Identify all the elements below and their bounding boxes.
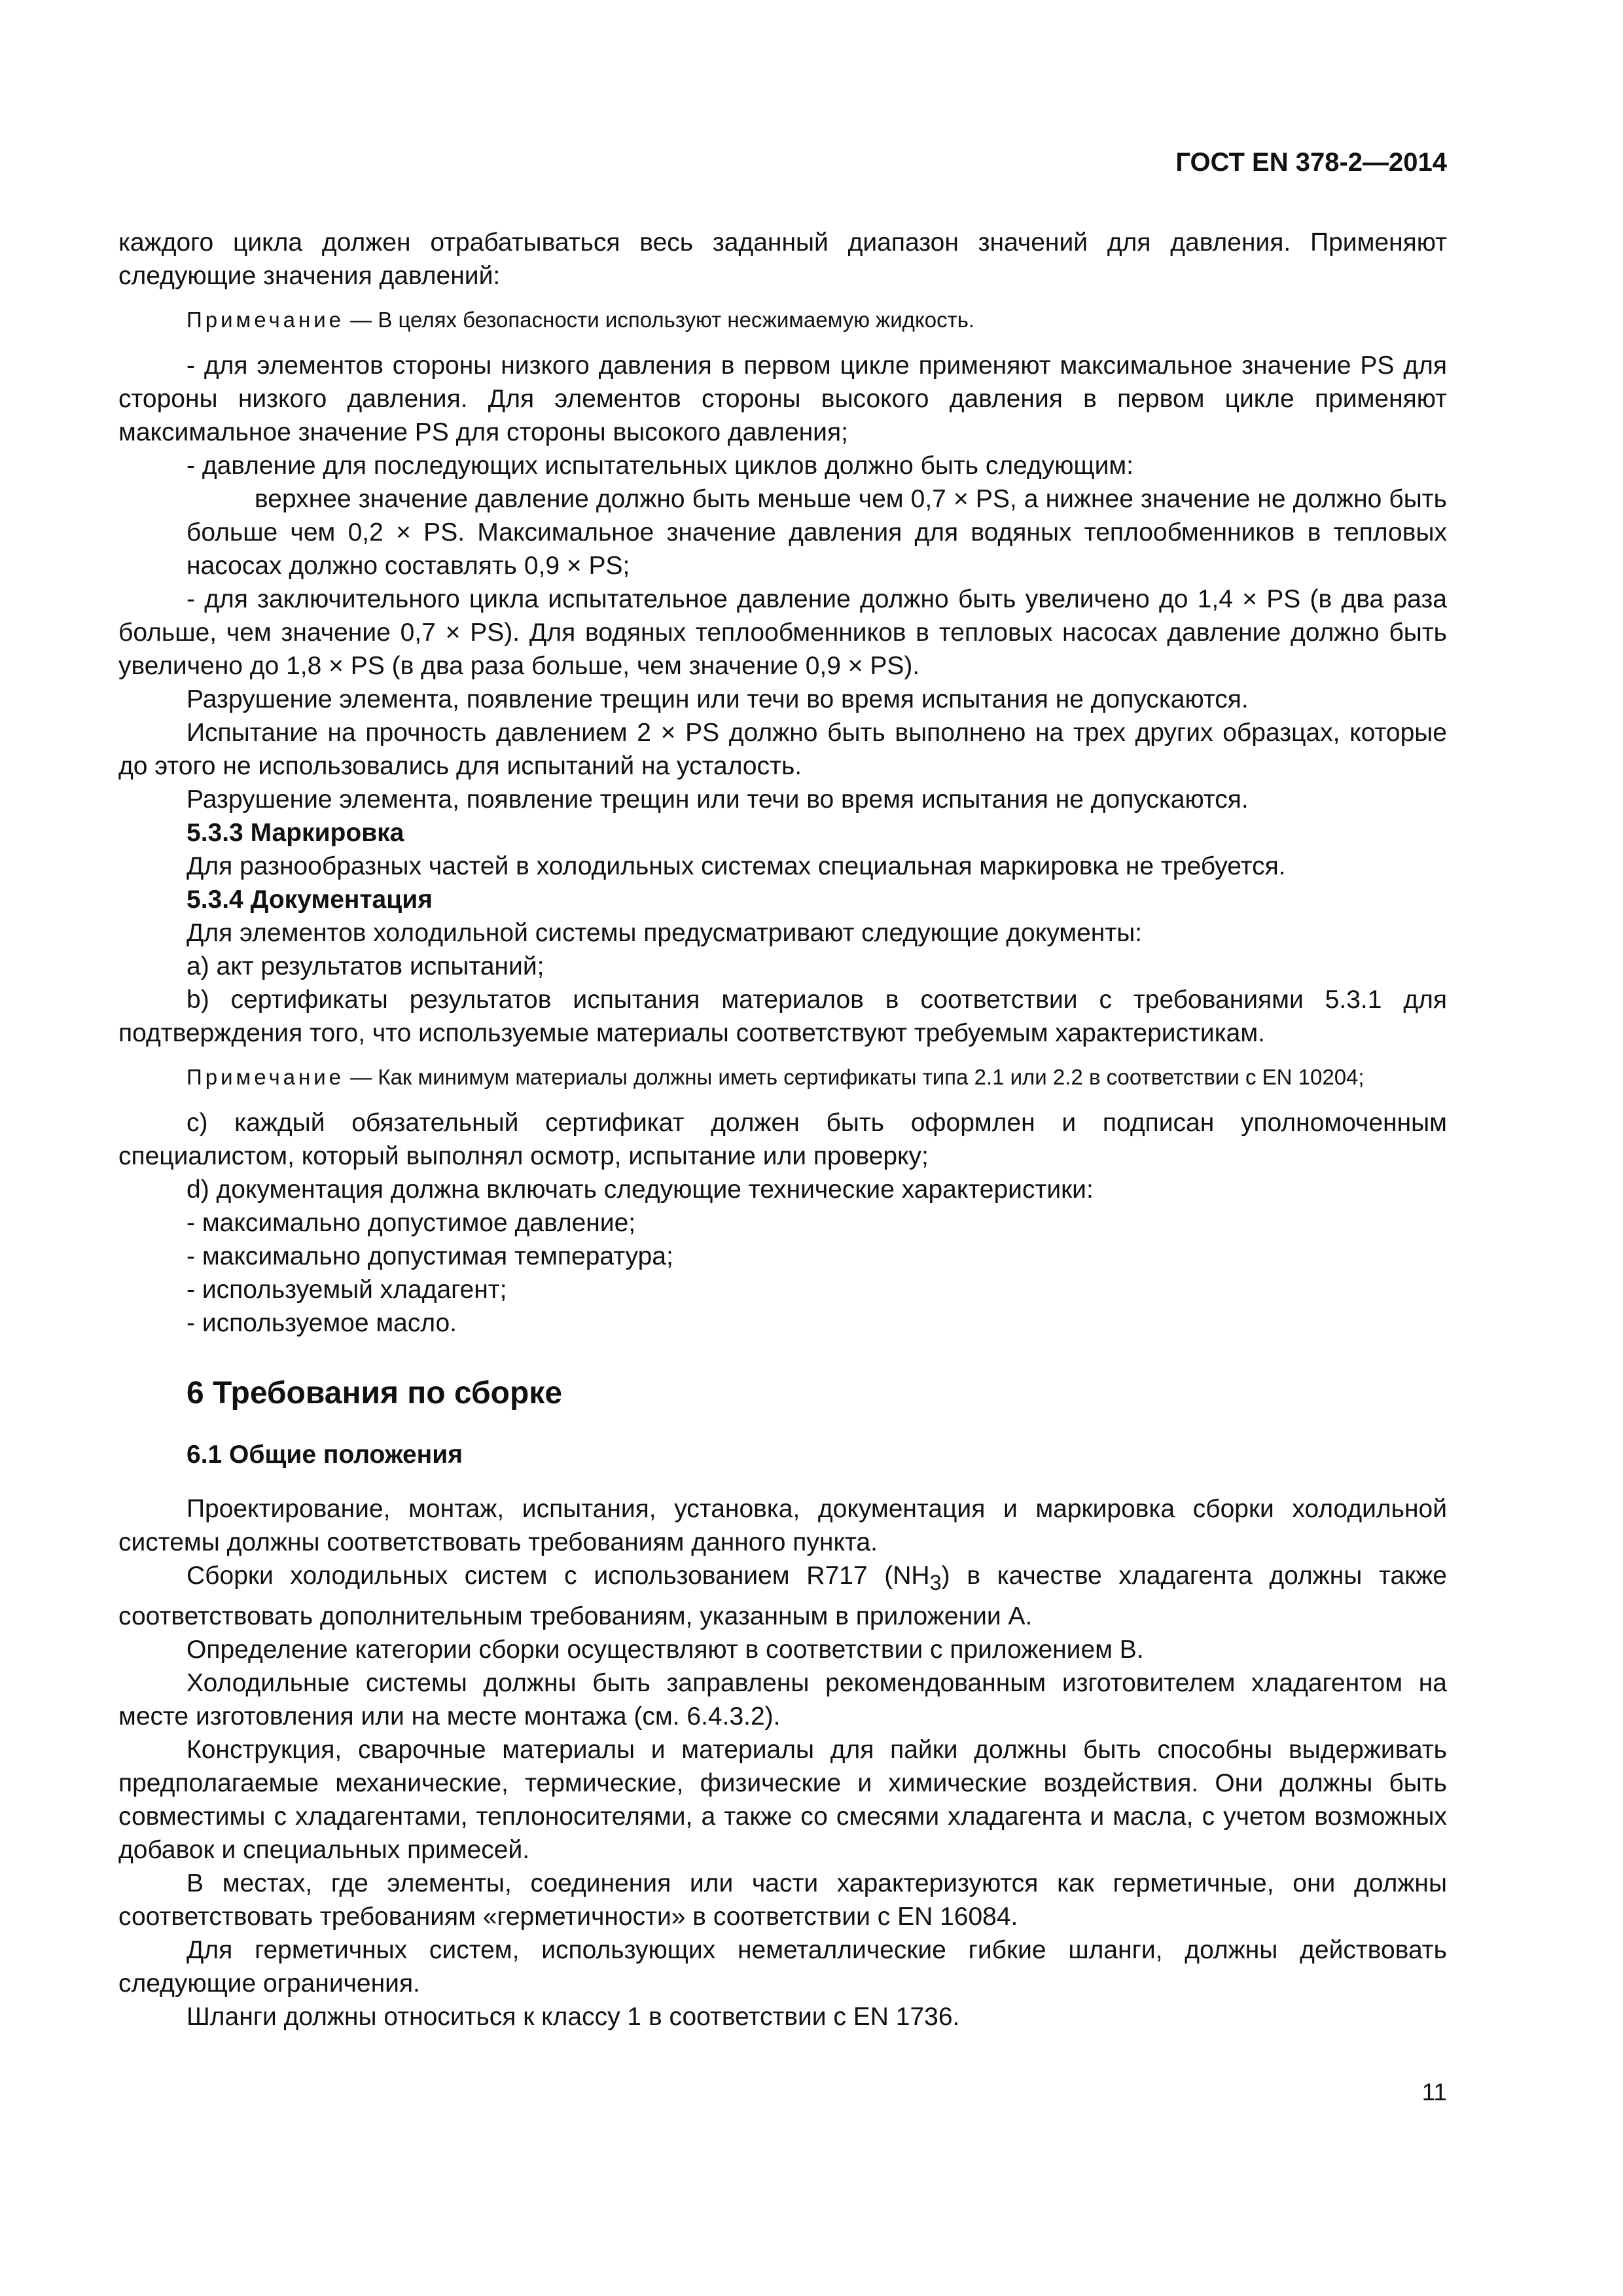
- section-heading-6-1: 6.1 Общие положения: [187, 1441, 463, 1469]
- document-code-header: ГОСТ EN 378-2—2014: [1175, 148, 1447, 177]
- paragraph: Проектирование, монтаж, испытания, установка, документация и маркировка сборки холодильной системы должны соответствовать требованиям данного пункта.: [118, 1495, 1447, 1556]
- list-item: - для элементов стороны низкого давления в первом цикле применяют максимальное значение PS для стороны низкого давления. Для элементов стороны высокого давления в первом цикле применяют максимальное значение PS для стороны высокого давления;: [118, 351, 1447, 446]
- paragraph: Испытание на прочность давлением 2 × PS должно быть выполнено на трех других образцах, которые до этого не использовались для испытаний на усталость.: [118, 719, 1447, 780]
- list-item: - максимально допустимая температура;: [187, 1242, 673, 1270]
- document-page: [118, 0, 1447, 2296]
- list-item: a) акт результатов испытаний;: [187, 952, 544, 980]
- paragraph: Определение категории сборки осуществляют в соответствии с приложением В.: [187, 1635, 1144, 1664]
- page-number: 11: [1421, 2079, 1447, 2106]
- paragraph: Холодильные системы должны быть заправлены рекомендованным изготовителем хладагентом на месте изготовления или на месте монтажа (см. 6.4.3.2).: [118, 1668, 1447, 1731]
- note-text: — Как минимум материалы должны иметь сертификаты типа 2.1 или 2.2 в соответствии с EN 10204;: [344, 1065, 1364, 1089]
- paragraph: [118, 1559, 1447, 1633]
- list-item: c) каждый обязательный сертификат должен быть оформлен и подписан уполномоченным специалистом, который выполнял осмотр, испытание или проверку;: [118, 1109, 1447, 1170]
- text-part: ) в качестве хладагента должны также соответствовать дополнительным требованиям, указанным в приложении А.: [118, 1562, 1447, 1630]
- list-item: d) документация должна включать следующие технические характеристики:: [187, 1175, 1094, 1204]
- paragraph: Для элементов холодильной системы предусматривают следующие документы:: [187, 919, 1143, 947]
- page-body: [118, 226, 1447, 2034]
- paragraph: Разрушение элемента, появление трещин или течи во время испытания не допускаются.: [187, 785, 1249, 814]
- paragraph: Для герметичных систем, использующих неметаллические гибкие шланги, должны действовать следующие ограничения.: [118, 1935, 1447, 1998]
- list-item: - используемый хладагент;: [187, 1276, 507, 1304]
- note: [118, 1063, 1447, 1092]
- list-item: - используемое масло.: [187, 1309, 457, 1337]
- text-part: Сборки холодильных систем с использованием R717 (NH: [187, 1562, 930, 1590]
- note: [118, 306, 1447, 334]
- list-item: b) сертификаты результатов испытания материалов в соответствии с требованиями 5.3.1 для подтверждения того, что используемые материалы соответствуют требуемым характеристикам.: [118, 986, 1447, 1047]
- paragraph: Для разнообразных частей в холодильных системах специальная маркировка не требуется.: [187, 852, 1286, 880]
- paragraph: В местах, где элементы, соединения или части характеризуются как герметичные, они должны соответствовать требованиям «герметичности» в соответствии с EN 16084.: [118, 1869, 1447, 1931]
- note-label: Примечание: [187, 308, 345, 332]
- paragraph: Шланги должны относиться к классу 1 в соответствии с EN 1736.: [187, 2002, 960, 2031]
- paragraph: Разрушение элемента, появление трещин или течи во время испытания не допускаются.: [187, 685, 1249, 713]
- list-item: - для заключительного цикла испытательное давление должно быть увеличено до 1,4 × PS (в два раза больше, чем значение 0,7 × PS). Для водяных теплообменников в тепловых насосах давление должно быть увеличено до 1,8 × PS (в два раза больше, чем значение 0,9 × PS).: [118, 585, 1447, 680]
- paragraph: Конструкция, сварочные материалы и материалы для пайки должны быть способны выдерживать предполагаемые механические, термические, физические и химические воздействия. Они должны быть совместимы с хладагентами, теплоносителями, а также со смесями хладагента и масла, с учетом возможных добавок и специальных примесей.: [118, 1735, 1447, 1864]
- paragraph: каждого цикла должен отрабатываться весь заданный диапазон значений для давления. Применяют следующие значения давлений:: [118, 228, 1447, 290]
- list-item: - максимально допустимое давление;: [187, 1209, 636, 1237]
- sub-list-item: верхнее значение давление должно быть меньше чем 0,7 × PS, а нижнее значение не должно быть больше чем 0,2 × PS. Максимальное значение давления для водяных теплообменников в тепловых насосах должно составлять 0,9 × PS;: [187, 485, 1447, 580]
- section-heading-5-3-3: 5.3.3 Маркировка: [187, 819, 404, 847]
- section-heading-6: 6 Требования по сборке: [187, 1376, 563, 1410]
- list-item: - давление для последующих испытательных циклов должно быть следующим:: [187, 452, 1134, 480]
- note-label: Примечание: [187, 1065, 345, 1089]
- section-heading-5-3-4: 5.3.4 Документация: [187, 886, 433, 914]
- subscript: 3: [929, 1570, 942, 1594]
- note-text: — В целях безопасности используют несжимаемую жидкость.: [344, 308, 975, 332]
